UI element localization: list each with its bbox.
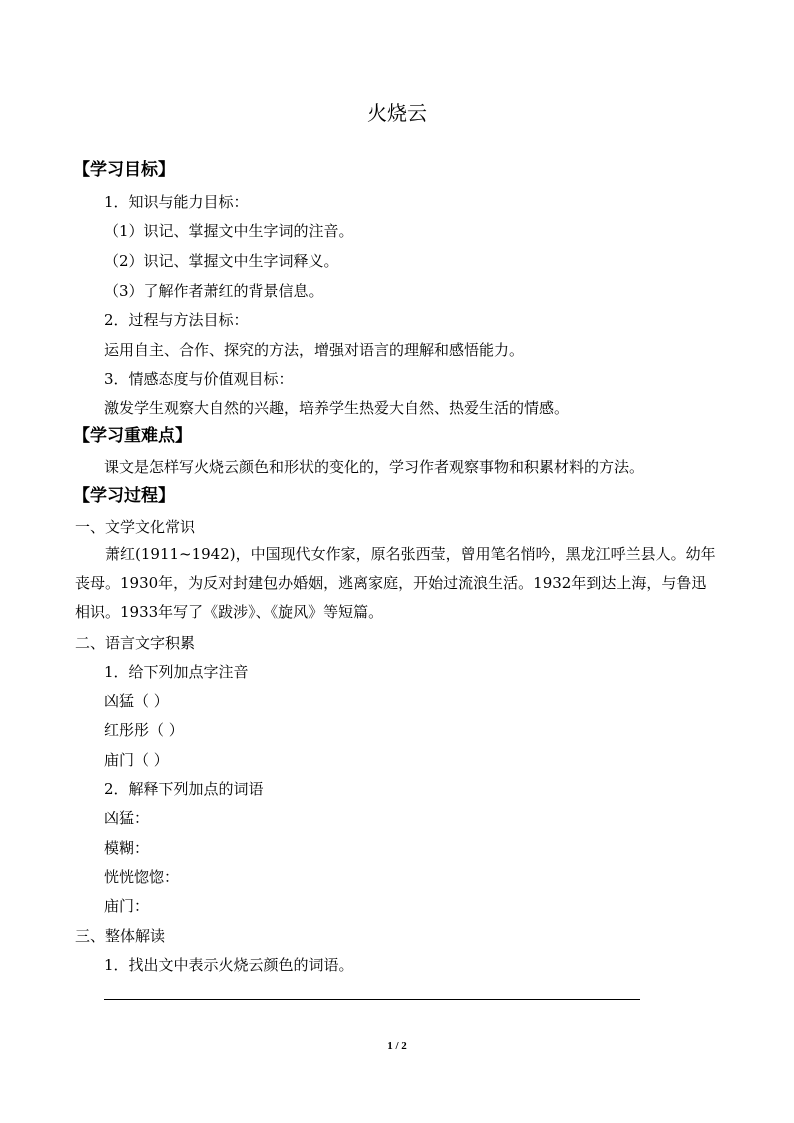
part1-paragraph: 萧红(1911~1942)，中国现代女作家，原名张西莹，曾用笔名悄吟，黑龙江呼兰县人。幼年丧母。1930年，为反对封建包办婚姻，逃离家庭，开始过流浪生活。1932年到达上海，与鲁迅相识。1933年写了《跋涉》、《旋风》等短篇。 (75, 545, 716, 621)
objective-item-3: （3）了解作者萧红的背景信息。 (104, 282, 324, 300)
definition-item-1: 凶猛： (104, 809, 150, 827)
part3-question-1: 1．找出文中表示火烧云颜色的词语。 (104, 956, 354, 974)
part3-heading: 三、整体解读 (75, 927, 166, 945)
pinyin-item-3: 庙门（ ） (104, 751, 169, 769)
objective-knowledge: 1．知识与能力目标： (104, 193, 249, 211)
objective-process: 2．过程与方法目标： (104, 311, 249, 329)
definition-item-3: 恍恍惚惚： (104, 868, 180, 886)
objective-emotion-text: 激发学生观察大自然的兴趣，培养学生热爱大自然、热爱生活的情感。 (104, 399, 570, 417)
document-title: 火烧云 (367, 101, 427, 125)
section-heading-objectives: 【学习目标】 (73, 160, 175, 180)
key-points-text: 课文是怎样写火烧云颜色和形状的变化的，学习作者观察事物和积累材料的方法。 (104, 458, 645, 476)
part2-question-1: 1．给下列加点字注音 (104, 663, 249, 681)
objective-process-text: 运用自主、合作、探究的方法，增强对语言的理解和感悟能力。 (104, 341, 525, 359)
pinyin-item-2: 红彤彤（ ） (104, 721, 184, 739)
objective-item-2: （2）识记、掌握文中生字词释义。 (104, 252, 339, 270)
section-heading-key-points: 【学习重难点】 (73, 426, 192, 446)
objective-emotion: 3．情感态度与价值观目标： (104, 370, 294, 388)
pinyin-item-1: 凶猛（ ） (104, 692, 169, 710)
definition-item-2: 模糊： (104, 839, 150, 857)
definition-item-4: 庙门： (104, 897, 150, 915)
part1-heading: 一、文学文化常识 (75, 518, 196, 536)
part2-question-2: 2．解释下列加点的词语 (104, 780, 264, 798)
answer-line (104, 999, 640, 1000)
page-number: 1 / 2 (387, 1040, 407, 1052)
section-heading-process: 【学习过程】 (73, 486, 175, 506)
objective-item-1: （1）识记、掌握文中生字词的注音。 (104, 222, 354, 240)
part2-heading: 二、语言文字积累 (75, 634, 196, 652)
